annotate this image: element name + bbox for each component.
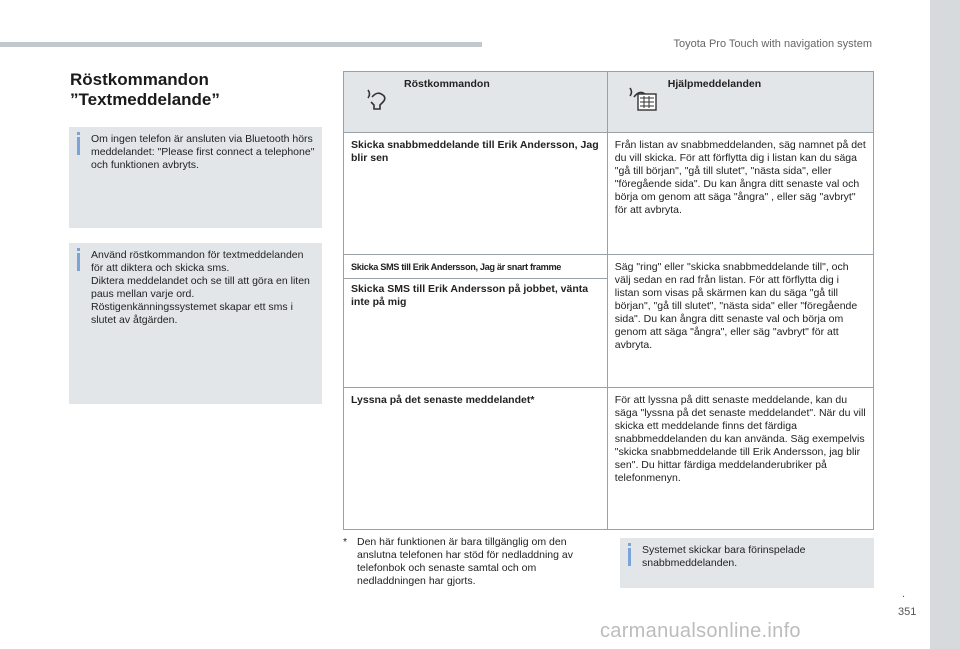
watermark: carmanualsonline.info (600, 620, 801, 642)
command-cell: Skicka snabbmeddelande till Erik Andersson, Jag blir sen (344, 133, 608, 255)
voice-command-icon (364, 84, 390, 114)
help-message-icon (628, 84, 658, 116)
command-text: Skicka SMS till Erik Andersson på jobbet, vänta inte på mig (344, 278, 607, 309)
info-note-dictation (69, 243, 322, 404)
page-title (70, 70, 220, 110)
continuation-dots: . (902, 588, 906, 600)
page-edge-strip (930, 0, 960, 649)
info-icon (628, 548, 631, 566)
header-commands-label: Röstkommandon (404, 78, 490, 90)
info-note-quick-messages (620, 538, 874, 588)
voice-command-table (343, 71, 874, 530)
help-cell: Från listan av snabbmeddelanden, säg namnet på det du vill skicka. För att förflytta dig i listan kan du säga "gå till början", "gå till slutet", "nästa sida", eller "föregående sida". Du kan ångra ditt senaste val och börja om genom att säga "ångra" , eller säg "avbryt" för att avbryta. (607, 133, 873, 255)
table-row (344, 255, 874, 388)
table-header-row (344, 72, 874, 133)
footnote-mark: * (343, 536, 348, 548)
info-note-bluetooth (69, 127, 322, 228)
footnote-text: Den här funktionen är bara tillgänglig om den anslutna telefonen har stöd för nedladdning av telefonbok och senaste samtal och om nedladdningen har gjorts. (357, 536, 573, 587)
info-note-text: Om ingen telefon är ansluten via Bluetooth hörs meddelandet: "Please first connect a telephone" och funktionen avbryts. (91, 133, 315, 171)
table-row (344, 133, 874, 255)
header-help-label: Hjälpmeddelanden (667, 78, 762, 90)
info-icon (77, 253, 80, 271)
info-note-text: Använd röstkommandon för textmeddelanden för att diktera och skicka sms. Diktera meddelandet och se till att göra en liten paus mellan varje ord. Röstigenkänningssystemet skapar ett sms i slutet av åtgärden. (91, 249, 310, 326)
command-text: Skicka SMS till Erik Andersson, Jag är snart framme (351, 262, 562, 272)
help-cell: För att lyssna på ditt senaste meddelande, kan du säga "lyssna på det senaste meddelandet". När du vill skicka ett meddelande finns det färdiga snabbmeddelanden du kan använda. Säg exempelvis "skicka snabbmeddelande till Erik Andersson, jag blir sen". Du hittar färdiga meddelanderubriker på telefonmenyn. (607, 388, 873, 530)
top-rule (0, 42, 482, 47)
running-header: Toyota Pro Touch with navigation system (673, 38, 872, 50)
info-icon (77, 137, 80, 155)
table-row (344, 388, 874, 530)
page-title-line1: Röstkommandon (70, 70, 209, 89)
header-commands (344, 72, 608, 133)
page-title-line2: ”Textmeddelande” (70, 90, 220, 109)
command-cell: Lyssna på det senaste meddelandet* (344, 388, 608, 530)
command-cell (344, 255, 608, 388)
page-number: 351 (898, 606, 917, 618)
help-cell: Säg "ring" eller "skicka snabbmeddelande till", och välj sedan en rad från listan. För att förflytta dig i listan som visas på skärmen kan du säga "gå till början", "gå till slutet", "nästa sida" eller "föregående sida". Du kan ångra ditt senaste val och börja om genom att säga "ångra", eller säg "avbryt" för att avbryta. (607, 255, 873, 388)
info-note-text: Systemet skickar bara förinspelade snabbmeddelanden. (642, 544, 806, 569)
footnote (343, 536, 603, 588)
header-help (607, 72, 873, 133)
